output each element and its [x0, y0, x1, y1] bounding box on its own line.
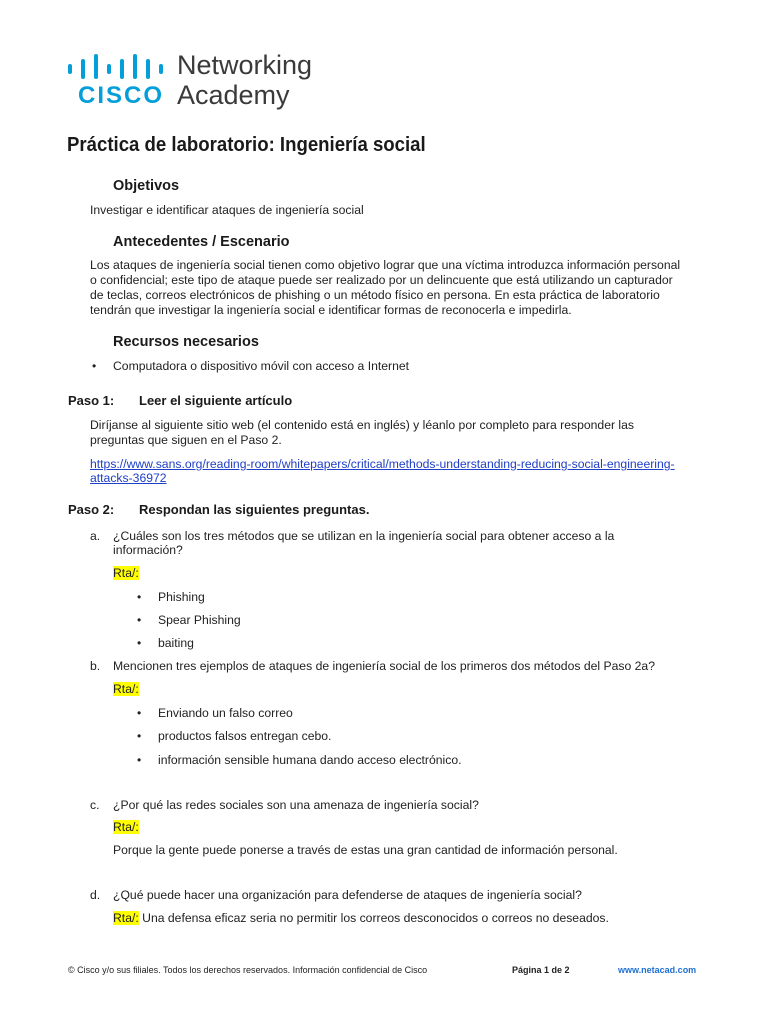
question-d-letter: d. [90, 888, 101, 902]
cisco-networking-academy-logo [66, 50, 366, 110]
antecedentes-line-2: o confidencial; este tipo de ataque puede ser realizado por un delincuente que está utilizando un capturador [90, 273, 673, 287]
question-d-text: ¿Qué puede hacer una organización para defenderse de ataques de ingeniería social? [113, 888, 582, 902]
objetivos-text: Investigar e identificar ataques de ingeniería social [90, 203, 364, 217]
antecedentes-line-1: Los ataques de ingeniería social tienen como objetivo lograr que una víctima introduzca información personal [90, 258, 681, 272]
rta-highlight: Rta/: [113, 820, 139, 834]
paso1-line-2: preguntas que siguen en el Paso 2. [90, 433, 282, 447]
question-c-rta-label [113, 820, 139, 834]
recursos-heading: Recursos necesarios [113, 334, 259, 350]
antecedentes-line-4: tendrán que investigar la ingeniería social e identificar formas de reconocerla e impedirla. [90, 303, 572, 317]
article-link-line-1[interactable]: https://www.sans.org/reading-room/whitepapers/critical/methods-understanding-reducing-social-engineering- [90, 457, 675, 471]
question-c-letter: c. [90, 798, 100, 812]
question-a-line-1: ¿Cuáles son los tres métodos que se utilizan en la ingeniería social para obtener acceso a la [113, 529, 615, 543]
answer-b-item-3: • información sensible humana dando acceso electrónico. [158, 753, 462, 769]
rta-highlight: Rta/: [113, 911, 139, 925]
question-b-rta-label [113, 682, 139, 696]
question-a-letter: a. [90, 529, 101, 543]
answer-d-text: Una defensa eficaz seria no permitir los correos desconocidos o correos no deseados. [142, 911, 609, 925]
question-c-text: ¿Por qué las redes sociales son una amenaza de ingeniería social? [113, 798, 479, 812]
objetivos-heading: Objetivos [113, 178, 180, 194]
antecedentes-line-3: de teclas, correos electrónicos de phishing o un método físico en persona. En esta práctica de laboratorio [90, 288, 660, 302]
article-link-line-2[interactable]: attacks-36972 [90, 471, 167, 485]
footer-copyright: © Cisco y/o sus filiales. Todos los derechos reservados. Información confidencial de Cisco [68, 965, 428, 975]
cisco-bars-icon [66, 54, 166, 80]
answer-c-text: Porque la gente puede ponerse a través de estas una gran cantidad de información personal. [113, 843, 618, 857]
recursos-item: • Computadora o dispositivo móvil con acceso a Internet [113, 359, 409, 375]
answer-b-item-1: • Enviando un falso correo [158, 706, 293, 722]
question-d-answer-line [113, 911, 609, 925]
answer-a-item-2: • Spear Phishing [158, 613, 241, 629]
answer-b-item-2: • productos falsos entregan cebo. [158, 729, 331, 745]
paso1-title: Leer el siguiente artículo [139, 393, 293, 408]
rta-highlight: Rta/: [113, 566, 139, 580]
paso1-number: Paso 1: [68, 393, 115, 408]
paso2-title: Respondan las siguientes preguntas. [139, 502, 370, 517]
question-b-text: Mencionen tres ejemplos de ataques de ingeniería social de los primeros dos métodos del Paso 2a? [113, 659, 655, 673]
page-title: Práctica de laboratorio: Ingeniería social [67, 134, 426, 156]
logo-academy-text: Academy [177, 80, 290, 110]
paso2-number: Paso 2: [68, 502, 115, 517]
cisco-wordmark: CISCO [78, 82, 165, 109]
rta-highlight: Rta/: [113, 682, 139, 696]
question-a-rta-label [113, 566, 139, 580]
paso1-line-1: Diríjanse al siguiente sitio web (el contenido está en inglés) y léanlo por completo para responder las [90, 418, 635, 432]
answer-a-item-3: • baiting [158, 636, 194, 652]
antecedentes-heading: Antecedentes / Escenario [113, 234, 290, 250]
footer-site-link[interactable]: www.netacad.com [618, 965, 697, 975]
logo-networking-text: Networking [177, 50, 313, 80]
answer-a-item-1: • Phishing [158, 590, 205, 606]
question-a-line-2: información? [113, 543, 183, 557]
question-b-letter: b. [90, 659, 101, 673]
footer-page-number: Página 1 de 2 [512, 965, 570, 975]
